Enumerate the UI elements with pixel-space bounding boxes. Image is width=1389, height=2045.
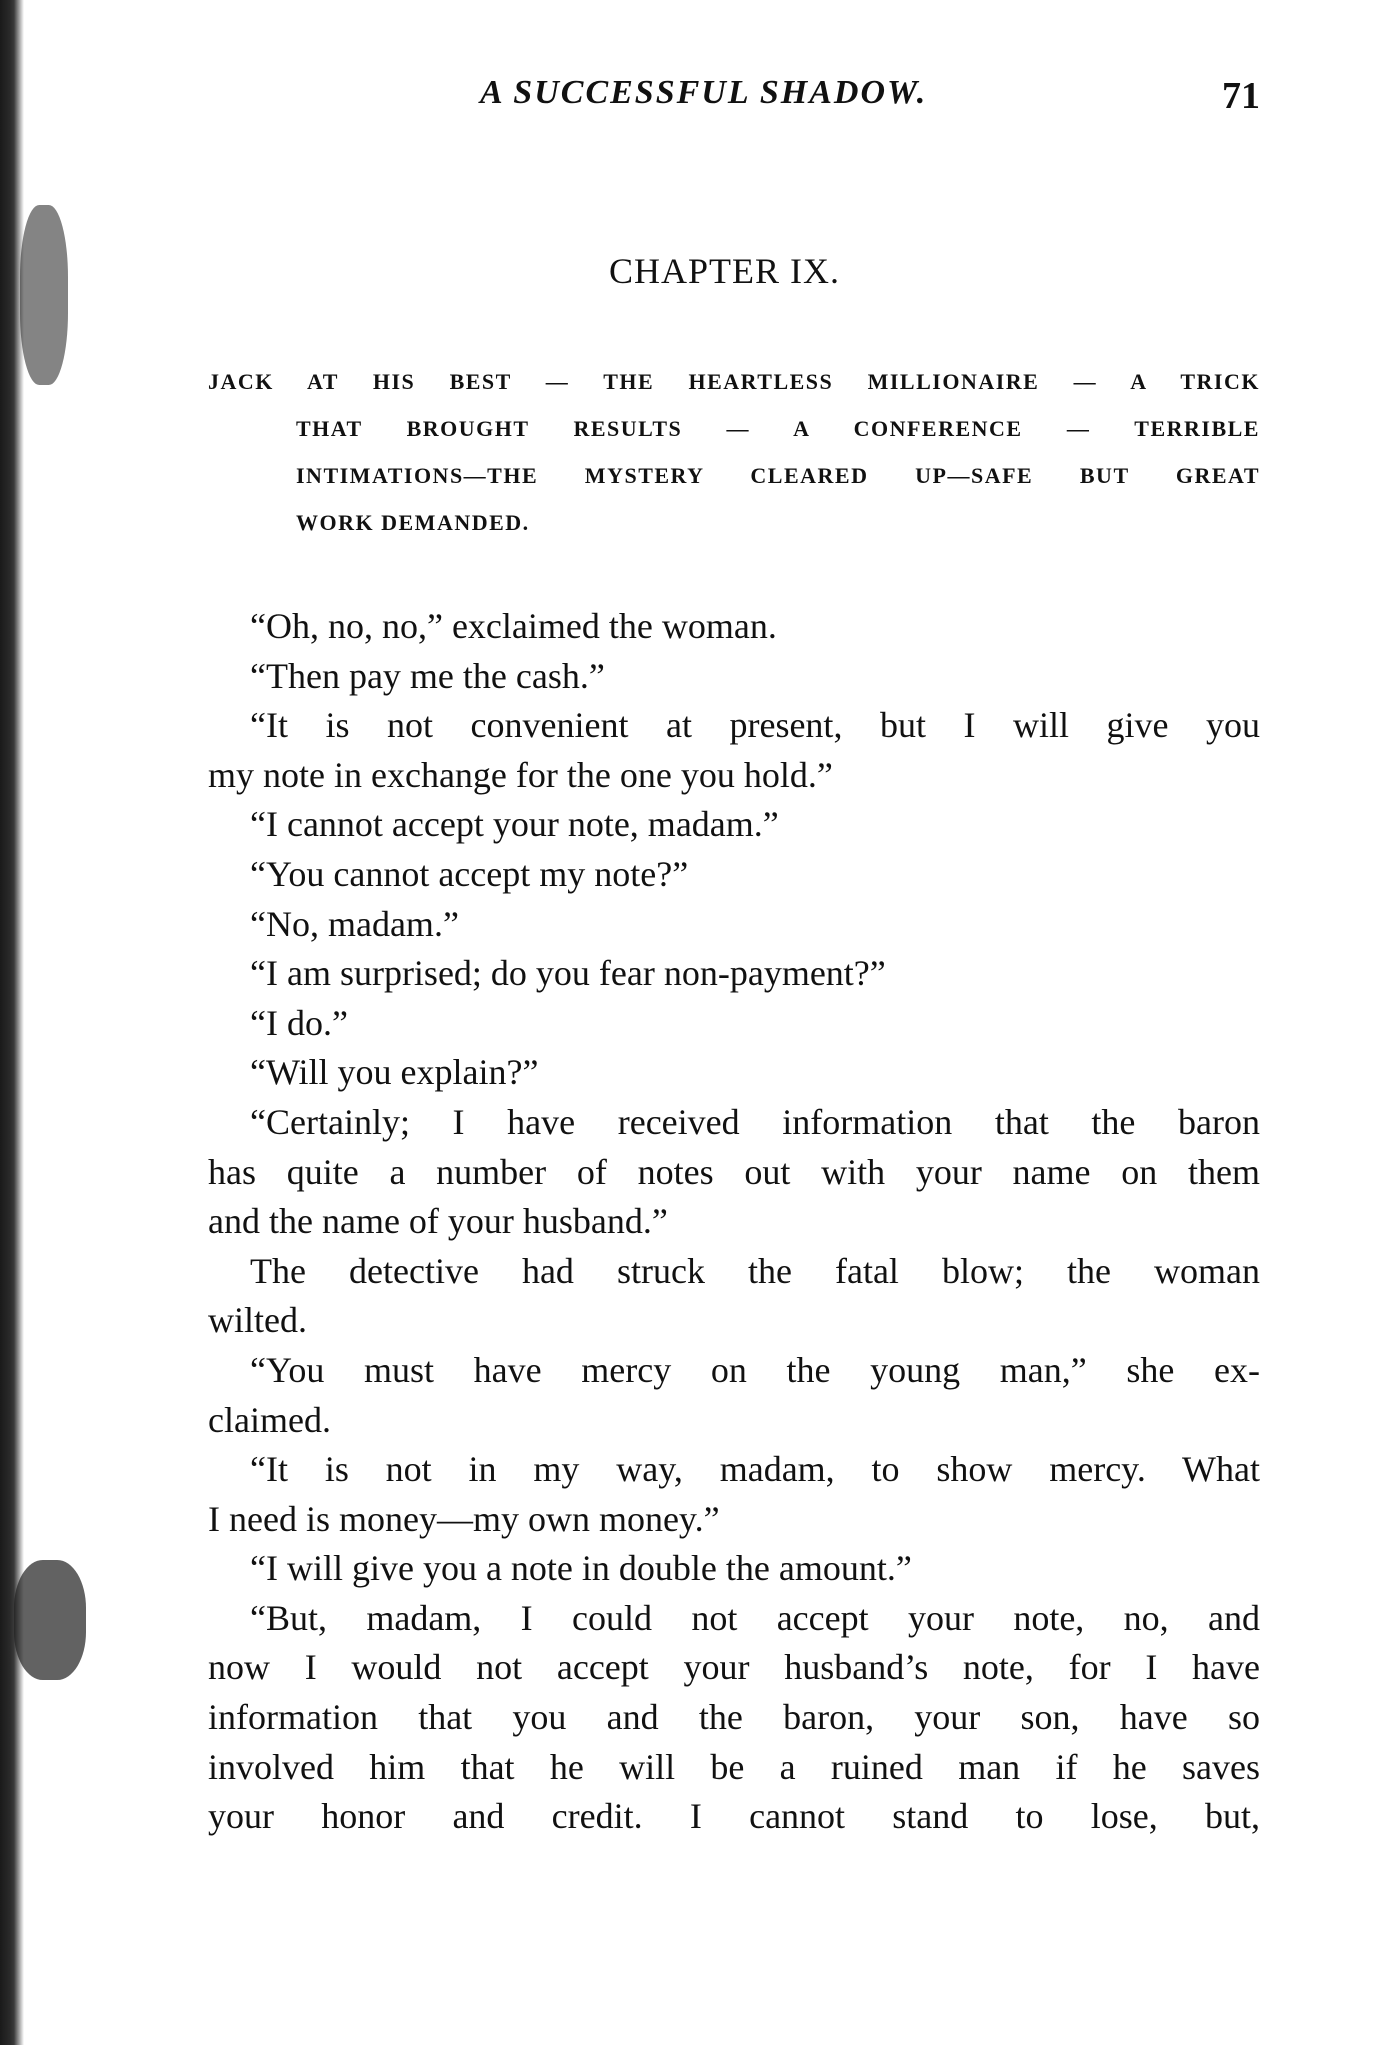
synopsis-line: INTIMATIONS—THE MYSTERY CLEARED UP—SAFE BUT GREAT xyxy=(296,463,1260,488)
text-line: your honor and credit. I cannot stand to lose, but, xyxy=(208,1796,1260,1837)
text-line: “I cannot accept your note, madam.” xyxy=(250,804,779,845)
synopsis-line: THAT BROUGHT RESULTS — A CONFERENCE — TERRIBLE xyxy=(296,416,1260,441)
text-line: has quite a number of notes out with your name on them xyxy=(208,1151,1260,1192)
text-line: now I would not accept your husband’s note, for I have xyxy=(208,1647,1260,1688)
running-head xyxy=(200,74,1260,124)
ink-blot xyxy=(20,205,68,385)
page-number: 71 xyxy=(1222,75,1260,117)
body-text xyxy=(208,602,1260,1842)
text-line: involved him that he will be a ruined man if he saves xyxy=(208,1746,1260,1787)
running-title: A SUCCESSFUL SHADOW. xyxy=(480,74,928,111)
text-line: “No, madam.” xyxy=(250,903,459,944)
text-line: claimed. xyxy=(208,1399,331,1440)
ink-blot xyxy=(14,1560,86,1680)
text-line: “Then pay me the cash.” xyxy=(250,655,605,696)
text-line: “I will give you a note in double the amount.” xyxy=(250,1548,912,1589)
synopsis-line: JACK AT HIS BEST — THE HEARTLESS MILLIONAIRE — A TRICK xyxy=(208,369,1260,394)
text-line: my note in exchange for the one you hold.” xyxy=(208,754,833,795)
text-line: wilted. xyxy=(208,1300,307,1341)
text-line: I need is money—my own money.” xyxy=(208,1498,720,1539)
text-line: “I am surprised; do you fear non-payment?” xyxy=(250,953,886,994)
chapter-synopsis xyxy=(208,358,1260,546)
text-line: and the name of your husband.” xyxy=(208,1201,668,1242)
text-line: “Oh, no, no,” exclaimed the woman. xyxy=(250,606,777,646)
text-line: “You cannot accept my note?” xyxy=(250,853,689,894)
chapter-title: CHAPTER IX. xyxy=(608,251,840,291)
text-line: “It is not convenient at present, but I will give you xyxy=(250,705,1260,746)
text-line: The detective had struck the fatal blow; the woman xyxy=(250,1250,1260,1291)
synopsis-line: WORK DEMANDED. xyxy=(296,510,530,535)
text-line: “But, madam, I could not accept your note, no, and xyxy=(250,1597,1260,1638)
text-line: “Certainly; I have received information that the baron xyxy=(250,1101,1260,1142)
text-line: information that you and the baron, your son, have so xyxy=(208,1697,1260,1738)
text-line: “I do.” xyxy=(250,1002,348,1043)
text-line: “It is not in my way, madam, to show mercy. What xyxy=(250,1449,1260,1490)
text-line: “You must have mercy on the young man,” she ex- xyxy=(250,1349,1260,1390)
text-line: “Will you explain?” xyxy=(250,1052,539,1093)
